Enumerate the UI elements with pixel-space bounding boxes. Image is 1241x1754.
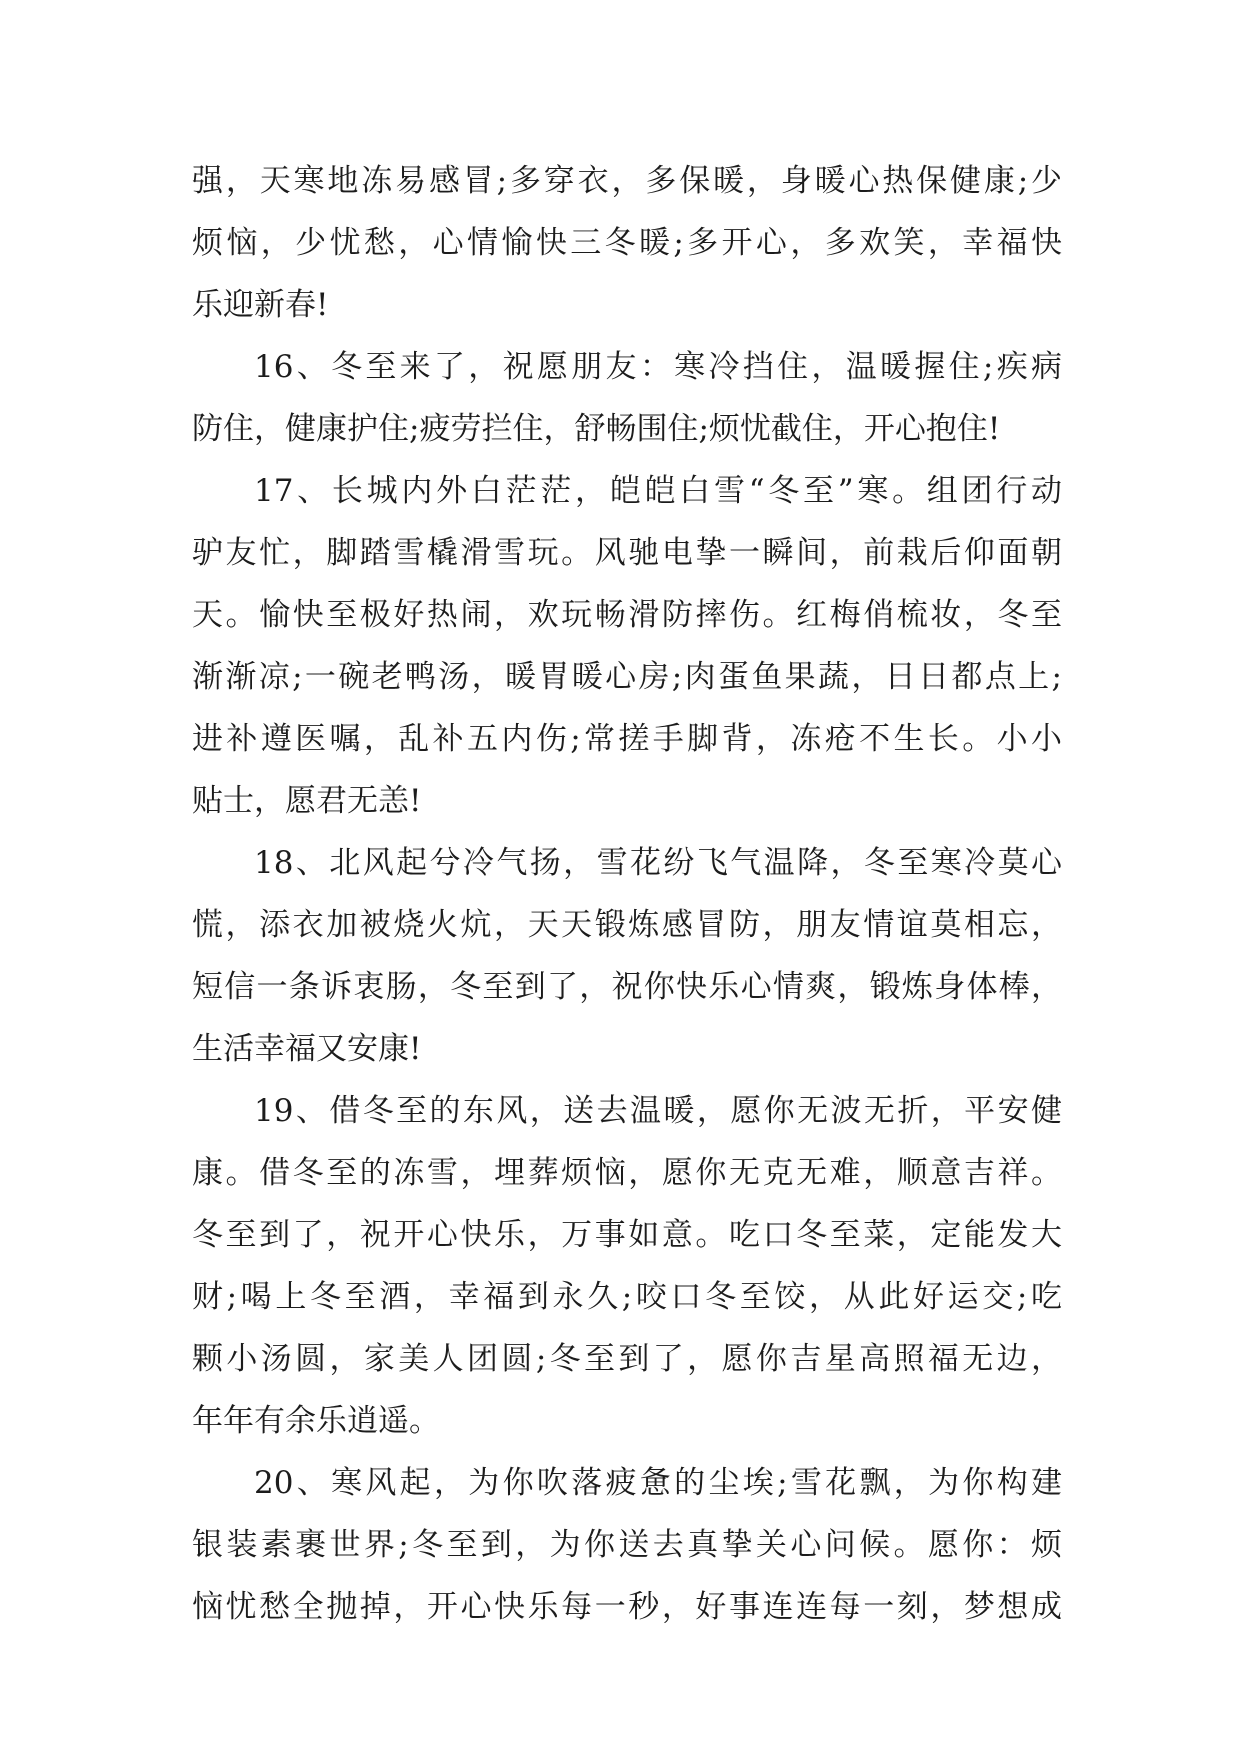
- text-line: 慌，添衣加被烧火炕，天天锻炼感冒防，朋友情谊莫相忘，: [192, 907, 1062, 943]
- text-line: 财;喝上冬至酒，幸福到永久;咬口冬至饺，从此好运交;吃: [192, 1279, 1062, 1315]
- text-line: 防住，健康护住;疲劳拦住，舒畅围住;烦忧截住，开心抱住!: [192, 411, 1001, 447]
- body-text: [192, 150, 1062, 1638]
- text-line: 银装素裹世界;冬至到，为你送去真挚关心问候。愿你：烦: [192, 1527, 1062, 1563]
- text-line: 贴士，愿君无恙!: [192, 783, 422, 819]
- text-line: 烦恼，少忧愁，心情愉快三冬暖;多开心，多欢笑，幸福快: [192, 225, 1062, 261]
- paragraph-first-line: 17、长城内外白茫茫，皑皑白雪“冬至”寒。组团行动: [254, 473, 1062, 509]
- text-line: 康。借冬至的冻雪，埋葬烦恼，愿你无克无难，顺意吉祥。: [192, 1155, 1062, 1191]
- text-line: 进补遵医嘱，乱补五内伤;常搓手脚背，冻疮不生长。小小: [192, 721, 1062, 757]
- text-line: 生活幸福又安康!: [192, 1031, 422, 1067]
- text-line: 颗小汤圆，家美人团圆;冬至到了，愿你吉星高照福无边，: [192, 1341, 1062, 1377]
- text-line: 天。愉快至极好热闹，欢玩畅滑防摔伤。红梅俏梳妆，冬至: [192, 597, 1062, 633]
- paragraph-first-line: 18、北风起兮冷气扬，雪花纷飞气温降，冬至寒冷莫心: [254, 845, 1062, 881]
- paragraph-first-line: 16、冬至来了，祝愿朋友：寒冷挡住，温暖握住;疾病: [254, 349, 1062, 385]
- text-line: 年年有余乐逍遥。: [192, 1403, 440, 1439]
- text-line: 恼忧愁全抛掉，开心快乐每一秒，好事连连每一刻，梦想成: [192, 1589, 1062, 1625]
- paragraph-first-line: 19、借冬至的东风，送去温暖，愿你无波无折，平安健: [254, 1093, 1062, 1129]
- text-line: 冬至到了，祝开心快乐，万事如意。吃口冬至菜，定能发大: [192, 1217, 1062, 1253]
- text-line: 驴友忙，脚踏雪橇滑雪玩。风驰电挚一瞬间，前栽后仰面朝: [192, 535, 1062, 571]
- text-line: 乐迎新春!: [192, 287, 329, 323]
- text-line: 短信一条诉衷肠，冬至到了，祝你快乐心情爽，锻炼身体棒，: [192, 969, 1062, 1005]
- text-line: 渐渐凉;一碗老鸭汤，暖胃暖心房;肉蛋鱼果蔬，日日都点上;: [192, 659, 1062, 695]
- text-line: 强，天寒地冻易感冒;多穿衣，多保暖，身暖心热保健康;少: [192, 163, 1062, 199]
- paragraph-first-line: 20、寒风起，为你吹落疲惫的尘埃;雪花飘，为你构建: [254, 1465, 1062, 1501]
